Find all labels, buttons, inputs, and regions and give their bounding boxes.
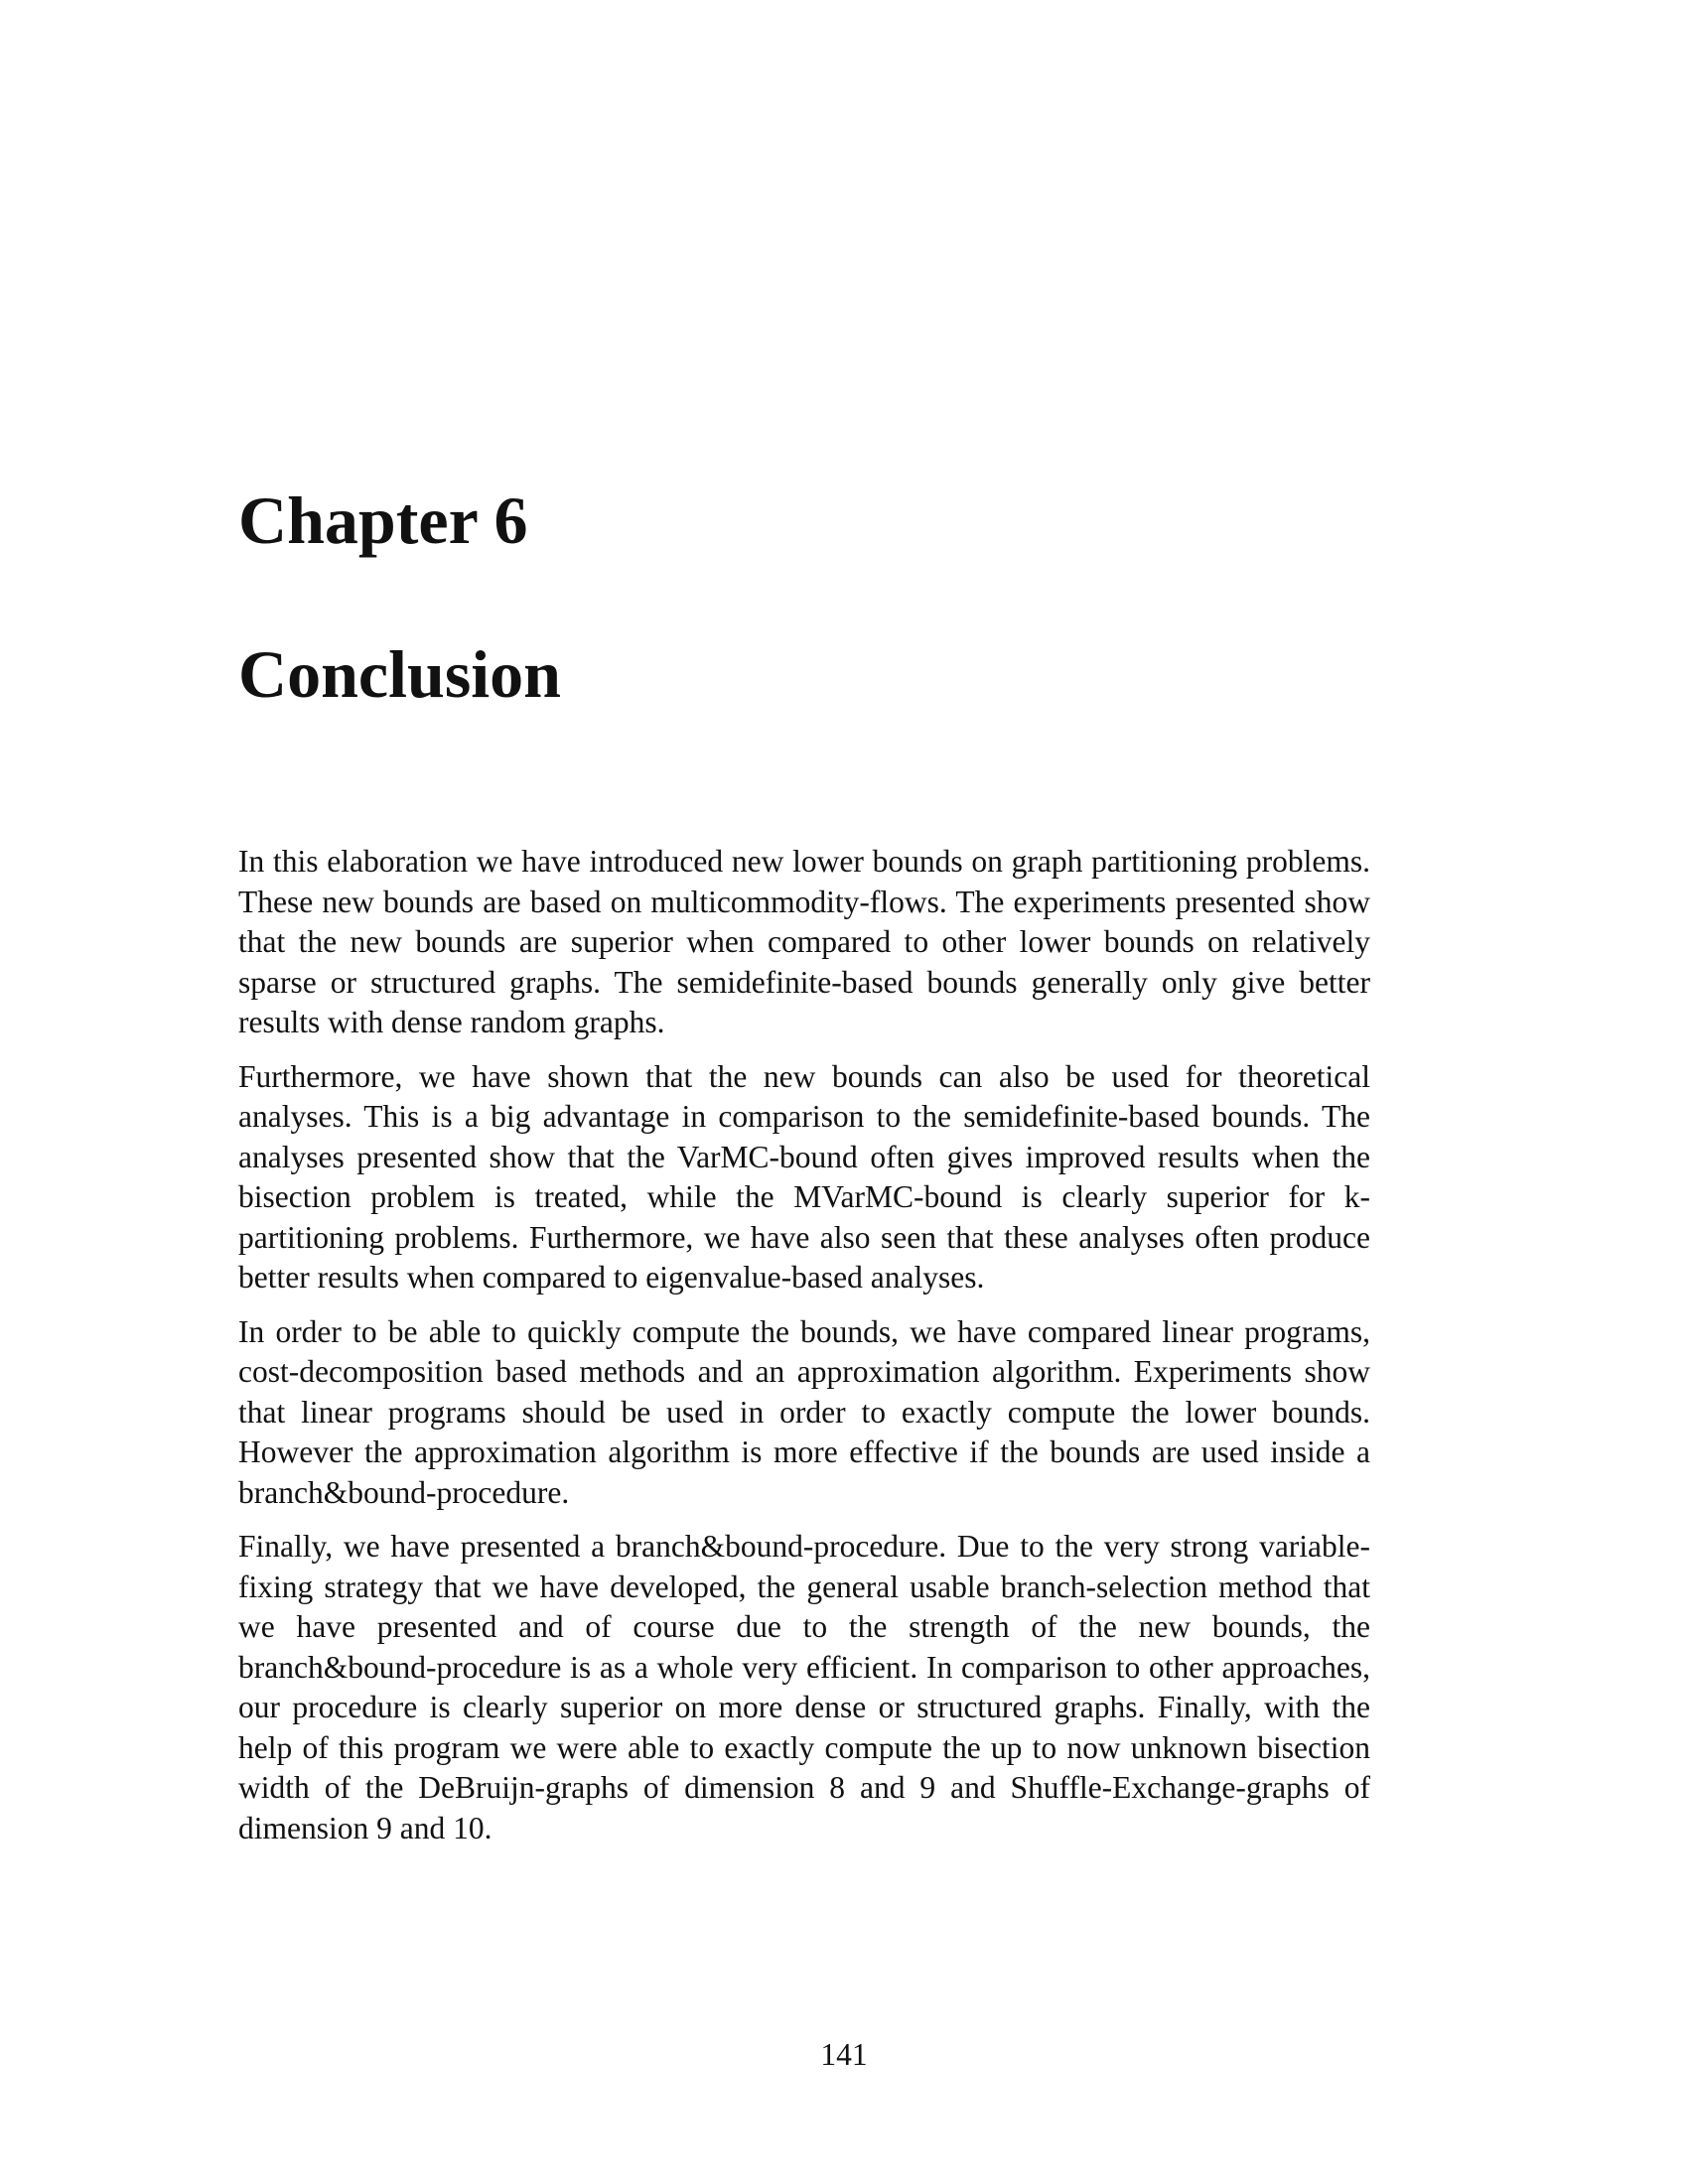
paragraph-4: Finally, we have presented a branch&bound-procedure. Due to the very strong variable-fixing strategy that we have developed, the general usable branch-selection method that we have presented and of course due to the strength of the new bounds, the branch&bound-procedure is as a whole very efficient. In comparison to other approaches, our procedure is clearly superior on more dense or structured graphs. Finally, with the help of this program we were able to exactly compute the up to now unknown bisection width of the DeBruijn-graphs of dimension 8 and 9 and Shuffle-Exchange-graphs of dimension 9 and 10. [238,1529,1370,1845]
paragraph-1: In this elaboration we have introduced new lower bounds on graph partitioning problems. These new bounds are based on multicommodity-flows. The experiments presented show that the new bounds are superior when compared to other lower bounds on relatively sparse or structured graphs. The semidefinite-based bounds generally only give better results with dense random graphs. [238,844,1370,1039]
page-number: 141 [820,2037,868,2072]
body-text [238,842,1370,1862]
chapter-label: Chapter 6 [238,482,528,558]
paragraph-3: In order to be able to quickly compute the bounds, we have compared linear programs, cost-decomposition based methods and an approximation algorithm. Experiments show that linear programs should be used in order to exactly compute the lower bounds. However the approximation algorithm is more effective if the bounds are used inside a branch&bound-procedure. [238,1313,1370,1510]
paragraph-2: Furthermore, we have shown that the new bounds can also be used for theoretical analyses. This is a big advantage in comparison to the semidefinite-based bounds. The analyses presented show that the VarMC-bound often gives improved results when the bisection problem is treated, while the MVarMC-bound is clearly superior for k-partitioning problems. Furthermore, we have also seen that these analyses often produce better results when compared to eigenvalue-based analyses. [238,1058,1370,1295]
chapter-title: Conclusion [238,636,561,712]
